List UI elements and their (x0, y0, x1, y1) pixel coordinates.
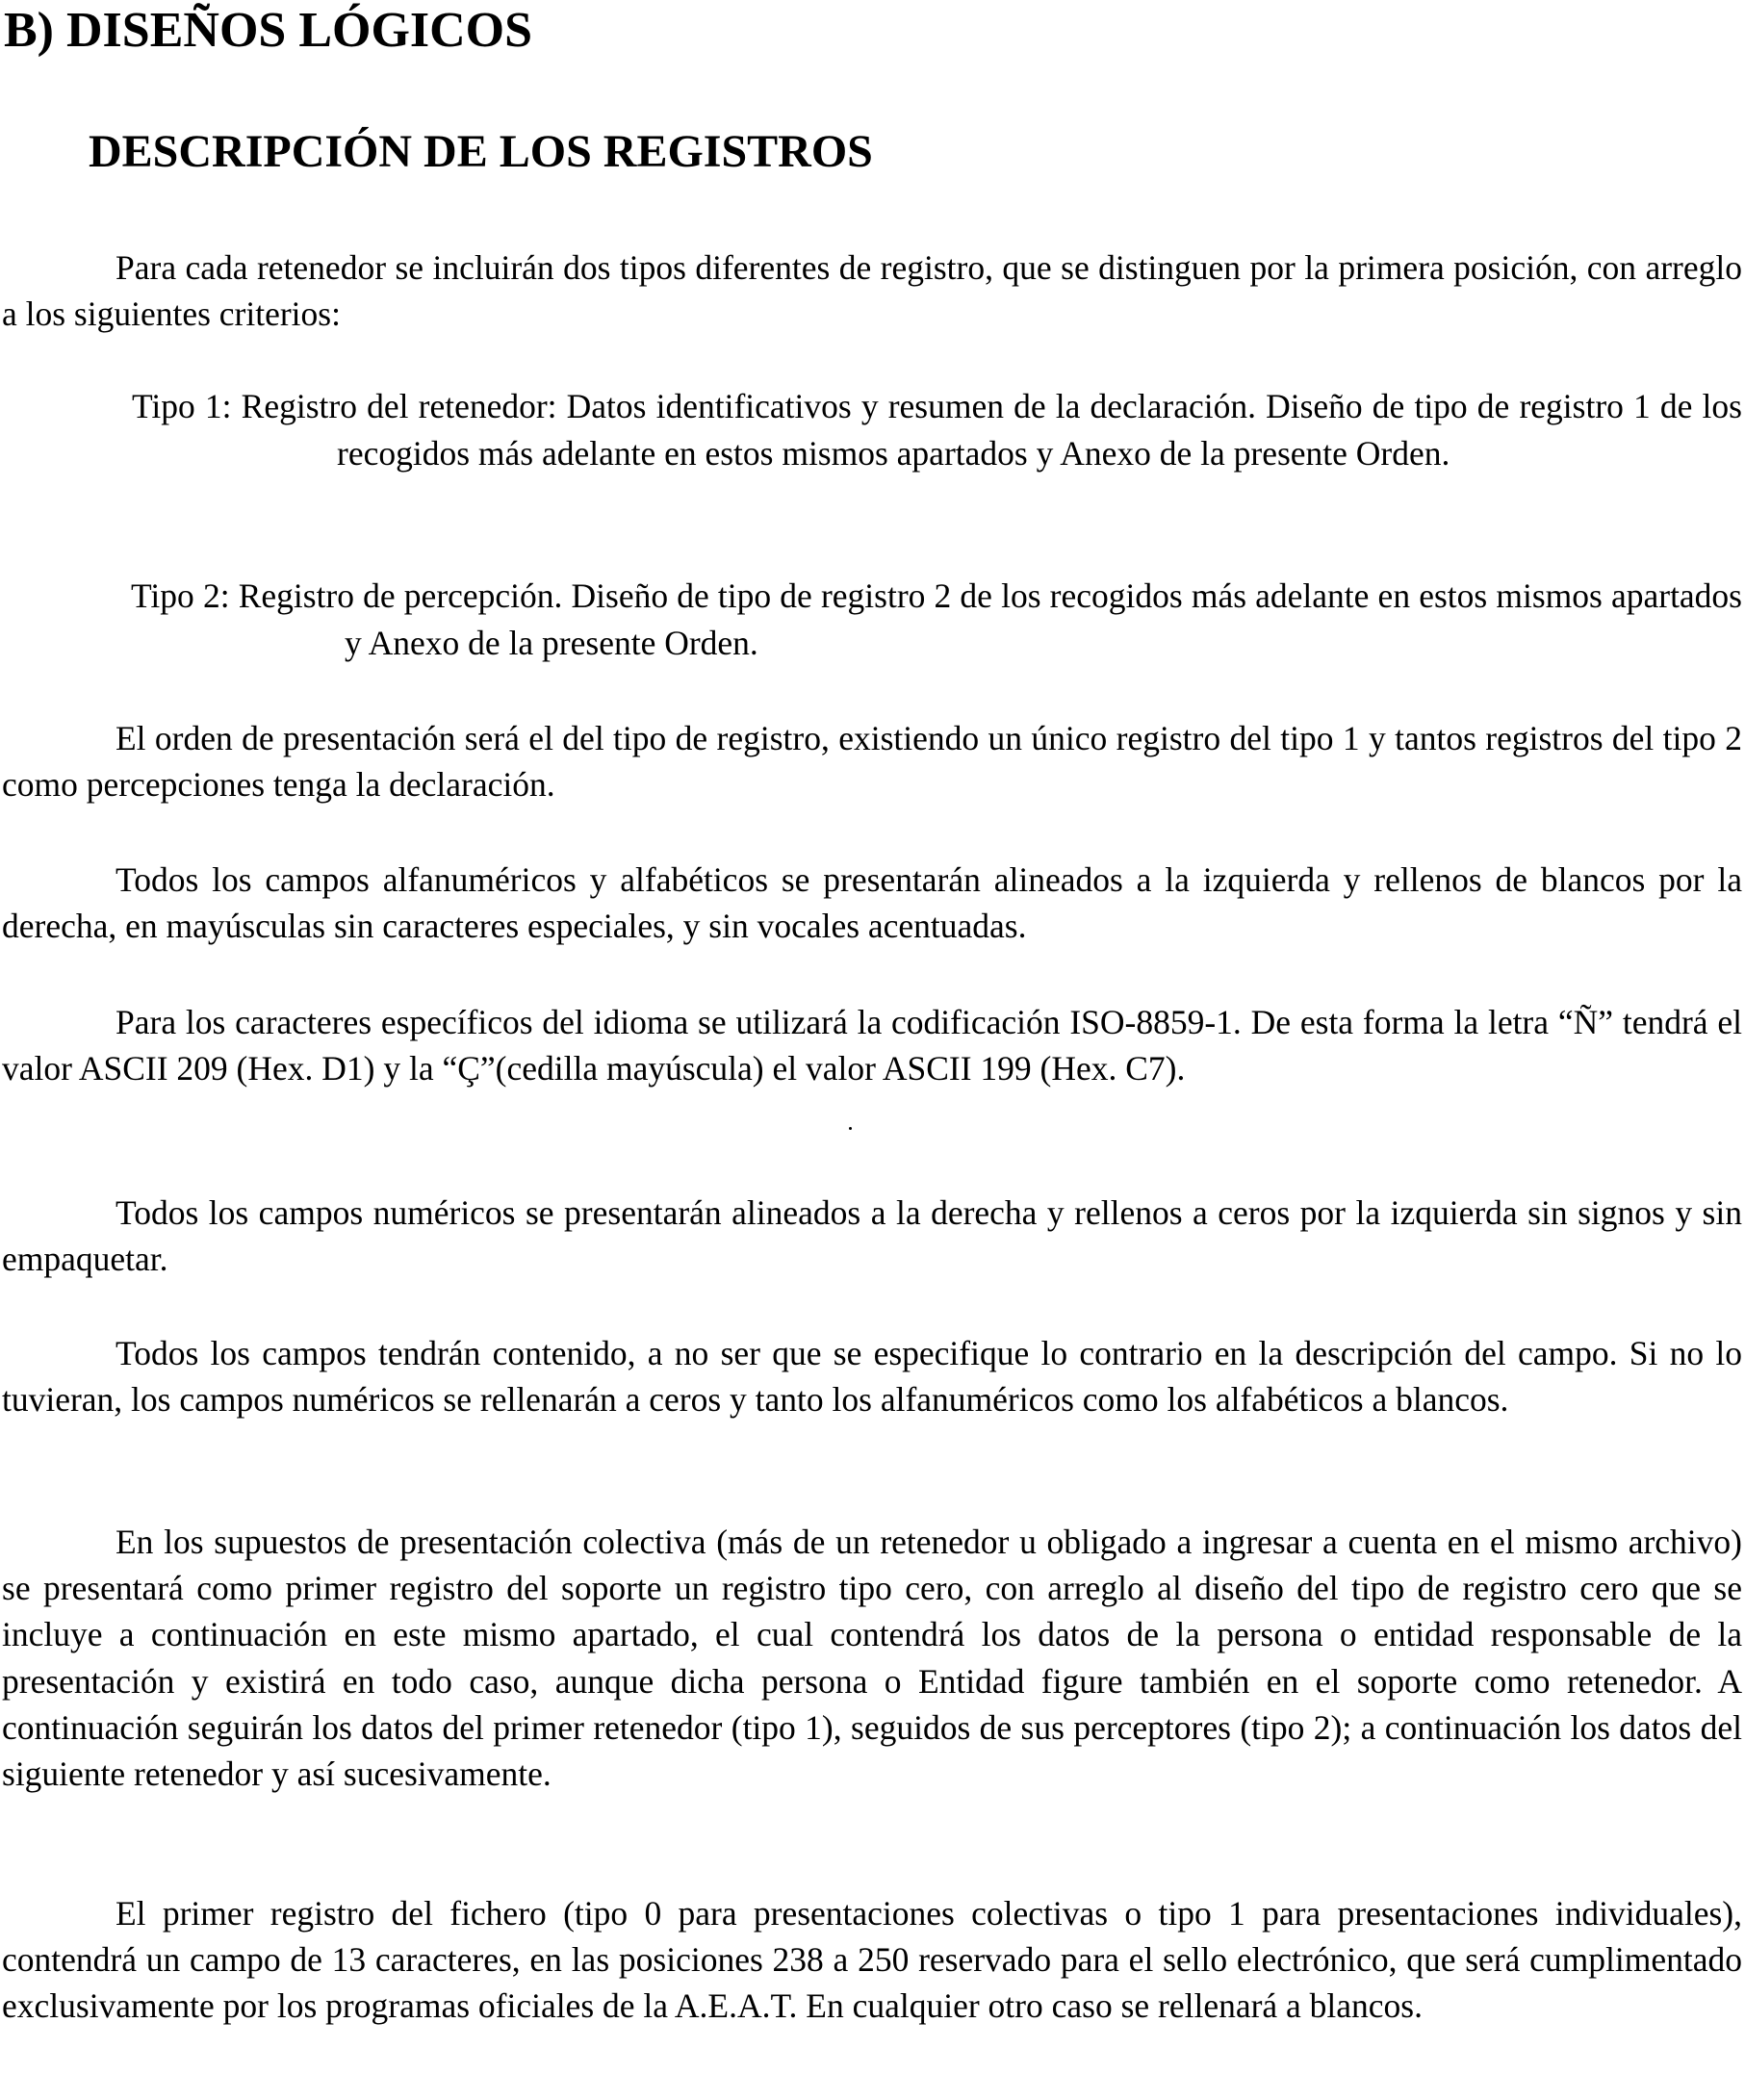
paragraph-electronic-seal: El primer registro del fichero (tipo 0 para presentaciones colectivas o tipo 1 para presentaciones individuales), contendrá un campo de 13 caracteres, en las posiciones 238 a 250 reservado para el sello electrónico, que será cumplimentado exclusivamente por los programas oficiales de la A.E.A.T. En cualquier otro caso se rellenará a blancos. (2, 1894, 1742, 2026)
type-2-item: Tipo 2: Registro de percepción. Diseño de tipo de registro 2 de los recogidos más adelante en estos mismos apartados y Anexo de la presente Orden. (131, 576, 1742, 662)
paragraph-encoding: Para los caracteres específicos del idioma se utilizará la codificación ISO-8859-1. De esta forma la letra “Ñ” tendrá el valor ASCII 209 (Hex. D1) y la “Ç”(cedilla mayúscula) el valor ASCII 199 (Hex. C7). (2, 1003, 1742, 1088)
paragraph-intro: Para cada retenedor se incluirán dos tipos diferentes de registro, que se distinguen por la primera posición, con arreglo a los siguientes criterios: (2, 248, 1742, 334)
paragraph-numeric-fields: Todos los campos numéricos se presentarán alineados a la derecha y rellenos a ceros por la izquierda sin signos y sin empaquetar. (2, 1193, 1742, 1279)
section-heading: B) DISEÑOS LÓGICOS (4, 3, 533, 58)
stray-dot-mark (849, 1127, 852, 1130)
paragraph-field-content: Todos los campos tendrán contenido, a no ser que se especifique lo contrario en la descripción del campo. Si no lo tuvieran, los campos numéricos se rellenarán a ceros y tanto los alfanuméricos como los alfabéticos a blancos. (2, 1334, 1742, 1420)
paragraph-collective-presentation: En los supuestos de presentación colectiva (más de un retenedor u obligado a ingresar a cuenta en el mismo archivo) se presentará como primer registro del soporte un registro tipo cero, con arreglo al diseño del tipo de registro cero que se incluye a continuación en este mismo apartado, el cual contendrá los datos de la persona o entidad responsable de la presentación y existirá en todo caso, aunque dicha persona o Entidad figure también en el soporte como retenedor. A continuación seguirán los datos del primer retenedor (tipo 1), seguidos de sus perceptores (tipo 2); a continuación los datos del siguiente retenedor y así sucesivamente. (2, 1523, 1742, 1794)
paragraph-alphanumeric-fields: Todos los campos alfanuméricos y alfabéticos se presentarán alineados a la izquierda y rellenos de blancos por la derecha, en mayúsculas sin caracteres especiales, y sin vocales acentuadas. (2, 860, 1742, 946)
paragraph-order: El orden de presentación será el del tipo de registro, existiendo un único registro del tipo 1 y tantos registros del tipo 2 como percepciones tenga la declaración. (2, 719, 1742, 805)
section-subheading: DESCRIPCIÓN DE LOS REGISTROS (89, 126, 873, 177)
type-1-item: Tipo 1: Registro del retenedor: Datos identificativos y resumen de la declaración. Diseño de tipo de registro 1 de los recogidos más adelante en estos mismos apartados y Anexo de la presente Orden. (132, 387, 1742, 473)
